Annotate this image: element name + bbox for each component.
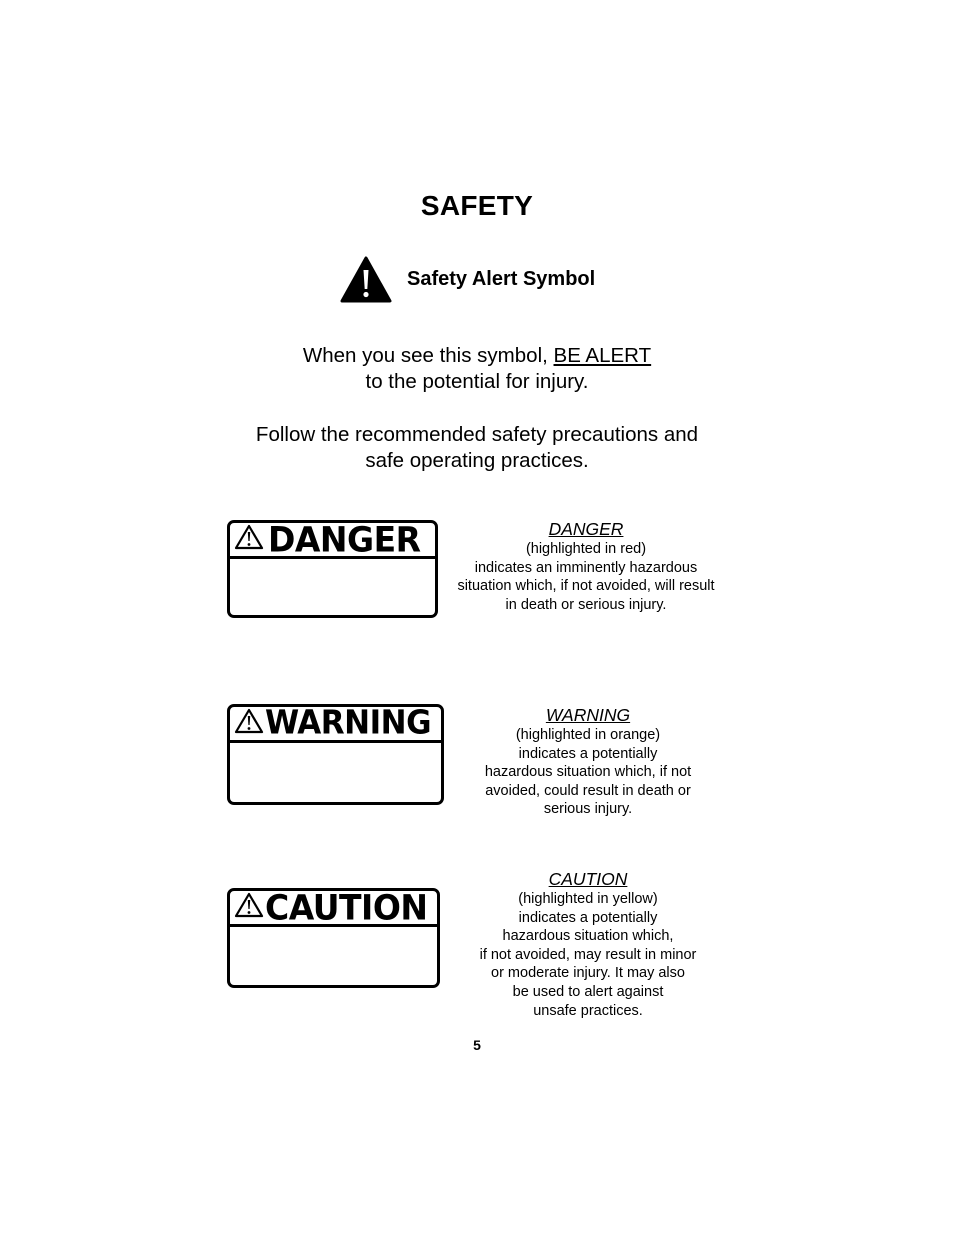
danger-line: indicates an imminently hazardous <box>474 559 698 576</box>
danger-sign-header <box>230 519 435 560</box>
warning-description <box>448 704 728 819</box>
caution-heading: CAUTION <box>548 869 628 889</box>
follow-line2-text: safe operating practices. <box>365 449 589 472</box>
warning-line: (highlighted in orange) <box>515 727 661 743</box>
safety-alert-row <box>340 255 595 303</box>
intro-line2-text: to the potential for injury. <box>365 370 589 393</box>
caution-line: or moderate injury. It may also <box>491 965 685 982</box>
warning-sign-word: WARNING <box>265 704 432 742</box>
caution-sign <box>227 888 440 988</box>
safety-alert-outline-icon <box>234 892 264 923</box>
safety-alert-triangle-icon <box>340 255 392 303</box>
danger-line: situation which, if not avoided, will result <box>457 578 715 595</box>
danger-line: in death or serious injury. <box>505 596 667 613</box>
caution-line: if not avoided, may result in minor <box>479 946 697 963</box>
danger-sign-word: DANGER <box>268 519 421 560</box>
warning-sign-header <box>230 704 441 743</box>
caution-line: hazardous situation which, <box>502 928 674 945</box>
caution-line: be used to alert against <box>512 983 664 1000</box>
caution-description <box>448 868 728 1020</box>
danger-line: (highlighted in red) <box>525 541 647 557</box>
follow-paragraph <box>0 422 954 474</box>
be-alert-emphasis: BE ALERT <box>553 344 652 367</box>
safety-alert-outline-icon <box>234 708 264 739</box>
danger-description <box>446 518 726 614</box>
page-number: 5 <box>473 1037 481 1053</box>
follow-line1-text: Follow the recommended safety precautions and <box>255 423 699 446</box>
intro-paragraph <box>0 343 954 395</box>
danger-sign <box>227 520 438 618</box>
warning-line: indicates a potentially <box>518 745 658 762</box>
caution-line: (highlighted in yellow) <box>518 891 658 907</box>
caution-sign-word: CAUTION <box>265 887 428 928</box>
safety-alert-label: Safety Alert Symbol <box>407 267 596 290</box>
page-title: SAFETY <box>420 190 534 221</box>
intro-line1-text: When you see this symbol, <box>302 344 554 367</box>
caution-sign-header <box>230 887 437 928</box>
warning-sign <box>227 704 444 805</box>
warning-line: hazardous situation which, if not <box>484 764 692 781</box>
caution-line: indicates a potentially <box>518 909 658 926</box>
warning-line: serious injury. <box>543 801 633 818</box>
warning-line: avoided, could result in death or <box>485 782 691 799</box>
safety-alert-outline-icon <box>234 524 264 555</box>
danger-heading: DANGER <box>548 519 624 539</box>
warning-heading: WARNING <box>545 705 631 725</box>
caution-line: unsafe practices. <box>533 1002 643 1019</box>
